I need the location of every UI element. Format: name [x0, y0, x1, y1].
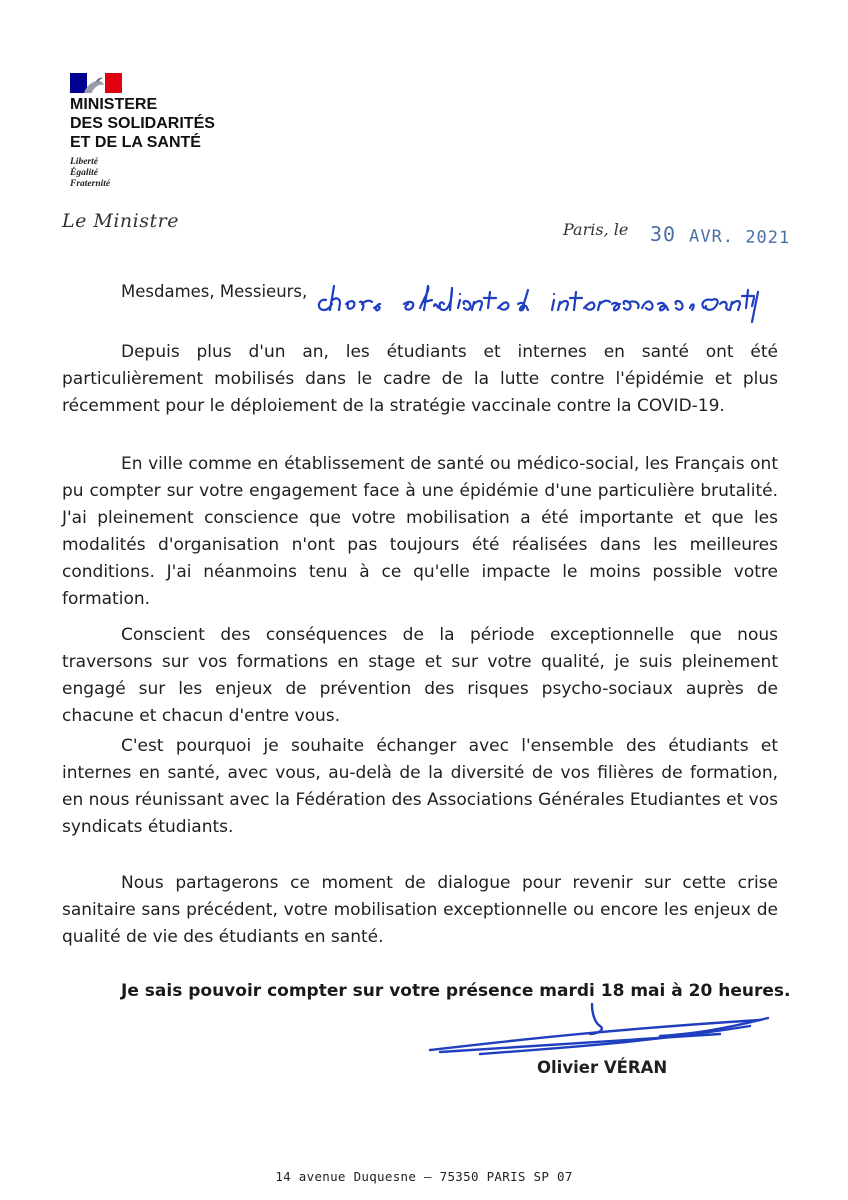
date-day: 30	[649, 221, 677, 247]
footer-address: 14 avenue Duquesne – 75350 PARIS SP 07	[275, 1169, 573, 1184]
date-month-year: AVR. 2021	[688, 226, 791, 249]
paragraph-2: En ville comme en établissement de santé ou médico-social, les Français ont pu compter sur votre engagement face à une épidémie d'une particulière brutalité. J'ai pleinement conscience que votre mobilisation a été importante et que les modalités d'organisation n'ont pas toujours été réalisées dans les meilleures conditions. J'ai néanmoins tenu à ce qu'elle impacte le moins possible votre formation.	[62, 454, 778, 609]
motto-fraternite: Fraternité	[70, 179, 111, 189]
motto-liberte: Liberté	[70, 157, 98, 167]
salutation: Mesdames, Messieurs,	[121, 282, 308, 301]
paragraph-3: Conscient des conséquences de la période exceptionnelle que nous traversons sur vos formations en stage et sur votre qualité, je suis pleinement engagé sur les enjeux de prévention des risques psycho-sociaux auprès de chacune et chacun d'entre vous.	[62, 625, 778, 726]
closing-line: Je sais pouvoir compter sur votre présence mardi 18 mai à 20 heures.	[121, 981, 791, 1001]
motto-egalite: Égalité	[70, 168, 98, 178]
republic-motto	[70, 157, 110, 190]
sender-role: Le Ministre	[62, 210, 179, 232]
date-stamp	[650, 222, 791, 248]
paragraph-4: C'est pourquoi je souhaite échanger avec l'ensemble des étudiants et internes en santé, avec vous, au-delà de la diversité de vos filières de formation, en nous réunissant avec la Fédération des Associations Générales Etudiantes et vos syndicats étudiants.	[62, 736, 778, 837]
signer-name: Olivier VÉRAN	[537, 1058, 668, 1077]
ministry-line: DES SOLIDARITÉS	[70, 115, 215, 132]
marianne-logo	[70, 73, 122, 93]
handwritten-addendum	[312, 278, 762, 328]
handwritten-signature	[420, 1000, 780, 1060]
ministry-name	[70, 95, 215, 152]
ministry-line: MINISTERE	[70, 96, 158, 113]
paragraph-1: Depuis plus d'un an, les étudiants et internes en santé ont été particulièrement mobilisés dans le cadre de la lutte contre l'épidémie et plus récemment pour le déploiement de la stratégie vaccinale contre la COVID-19.	[62, 342, 778, 416]
place-label: Paris, le	[563, 220, 629, 239]
ministry-line: ET DE LA SANTÉ	[70, 134, 201, 151]
paragraph-5: Nous partagerons ce moment de dialogue pour revenir sur cette crise sanitaire sans précédent, votre mobilisation exceptionnelle ou encore les enjeux de qualité de vie des étudiants en santé.	[62, 873, 778, 947]
